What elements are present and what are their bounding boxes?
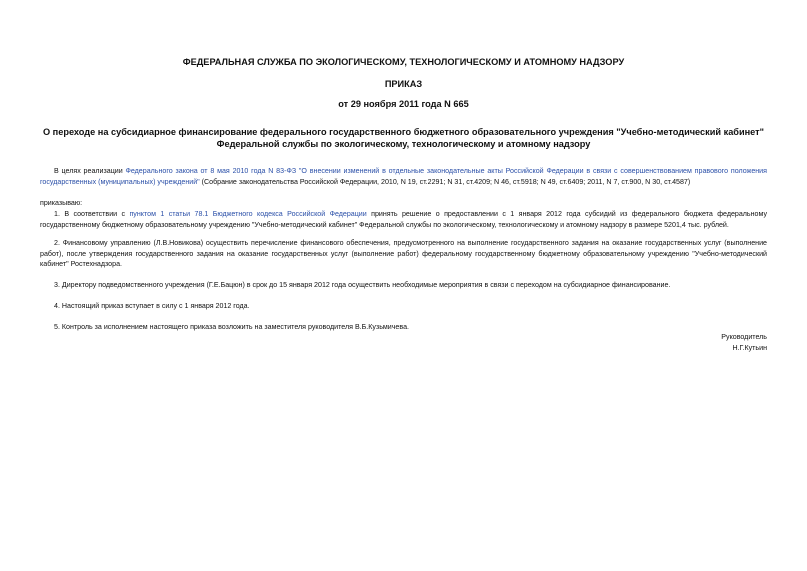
- signature-block: [721, 332, 767, 354]
- federal-law-link[interactable]: Федерального закона от 8 мая 2010 года N 83-ФЗ "О внесении изменений в отдельные законодательные акты Российской Федерации в связи с совершенствованием правового положения государственных (муниципальных) учреждений": [40, 167, 767, 186]
- preamble-prefix: В целях реализации: [54, 167, 126, 175]
- item-1-prefix: 1. В соответствии с: [54, 210, 130, 218]
- item-4-paragraph: 4. Настоящий приказ вступает в силу с 1 января 2012 года.: [54, 302, 250, 310]
- document-title: [40, 126, 767, 150]
- preamble-suffix: (Собрание законодательства Российской Федерации, 2010, N 19, ст.2291; N 31, ст.4209; N 46, ст.5918; N 49, ст.6409; 2011, N 7, ст.900, N 30, ст.4587): [199, 177, 691, 186]
- signature-position: Руководитель: [721, 333, 767, 341]
- preamble-paragraph: [40, 166, 767, 187]
- budget-code-link[interactable]: пунктом 1 статьи 78.1 Бюджетного кодекса Российской Федерации: [129, 210, 367, 218]
- signature-name: Н.Г.Кутьин: [732, 344, 767, 352]
- item-5-paragraph: 5. Контроль за исполнением настоящего приказа возложить на заместителя руководителя В.Б.Кузьмичева.: [54, 323, 409, 331]
- document-date-number: от 29 ноября 2011 года N 665: [338, 99, 469, 109]
- item-1-suffix: принять решение о предоставлении с 1 января 2012 года субсидий из федерального бюджета федеральному государственному бюджетному образовательному учреждению "Учебно-методический кабинет" Федеральной службы по экологическому, технологическому и атомному надзору в размере 5201,4 тыс. рублей.: [40, 210, 767, 229]
- item-3-paragraph: 3. Директору подведомственного учреждения (Г.Е.Бацюн) в срок до 15 января 2012 года осуществить необходимые мероприятия в связи с переходом на субсидиарное финансирование.: [54, 281, 671, 289]
- title-line-1: О переходе на субсидиарное финансирование федерального государственного бюджетного образовательного учреждения "Учебно-методический кабинет": [42, 127, 765, 137]
- item-1-paragraph: [40, 209, 767, 230]
- item-2-paragraph: 2. Финансовому управлению (Л.В.Новикова) осуществить перечисление финансового обеспечения, предусмотренного на выполнение государственного задания на оказание государственных услуг (выполнение работ), после утверждения государственного задания на оказание государственных услуг (выполнение работ) федеральному государственному бюджетному образовательному учреждению "Учебно-методический кабинет" Ростехнадзора.: [40, 239, 767, 269]
- document-type: ПРИКАЗ: [384, 79, 423, 89]
- order-word: приказываю:: [40, 199, 83, 207]
- agency-heading: ФЕДЕРАЛЬНАЯ СЛУЖБА ПО ЭКОЛОГИЧЕСКОМУ, ТЕХНОЛОГИЧЕСКОМУ И АТОМНОМУ НАДЗОРУ: [182, 57, 625, 67]
- title-line-2: Федеральной службы по экологическому, технологическому и атомному надзору: [216, 139, 591, 149]
